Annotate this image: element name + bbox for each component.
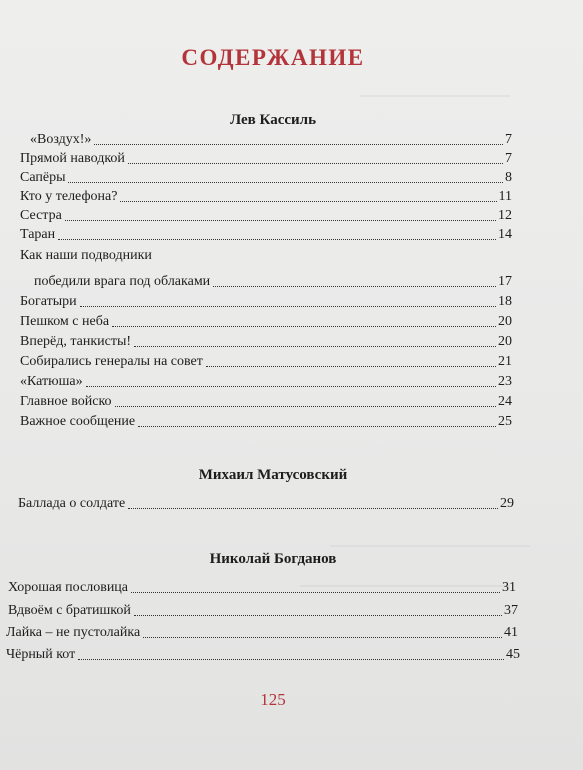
toc-entry[interactable]: [34, 270, 512, 290]
toc-entry[interactable]: [18, 492, 514, 512]
entry-page: 20: [498, 334, 512, 349]
toc-entry[interactable]: [20, 350, 512, 370]
entry-title[interactable]: Как наши подводники: [20, 248, 152, 263]
toc-entry[interactable]: [20, 310, 512, 330]
entry-page: 18: [498, 294, 512, 309]
entry-title: Главное войско: [20, 394, 112, 409]
page-number: 125: [260, 690, 286, 709]
entry-title: Собирались генералы на совет: [20, 354, 203, 369]
entry-page: 24: [498, 394, 512, 409]
page-title: СОДЕРЖАНИЕ: [181, 45, 365, 70]
toc-entry[interactable]: [20, 223, 512, 243]
entry-page: 14: [498, 227, 512, 242]
entry-title: Сапёры: [20, 170, 66, 185]
entry-page: 41: [504, 625, 518, 640]
toc-entry[interactable]: [20, 290, 512, 310]
entry-title: Таран: [20, 227, 56, 242]
author-heading: Лев Кассиль: [229, 112, 317, 128]
author-heading: Михаил Матусовский: [198, 467, 348, 483]
entry-title: Пешком с неба: [20, 314, 110, 329]
entry-title: Прямой наводкой: [20, 151, 125, 166]
toc-entry[interactable]: [20, 370, 512, 390]
entry-title: Вдвоём с братишкой: [8, 603, 131, 618]
entry-title: Баллада о солдате: [18, 496, 126, 511]
entry-title: Чёрный кот: [6, 647, 76, 662]
toc-entry[interactable]: [20, 166, 512, 186]
entry-page: 25: [498, 414, 512, 429]
entry-page: 7: [505, 132, 512, 147]
entry-page: 45: [506, 647, 520, 662]
toc-entry[interactable]: [20, 204, 512, 224]
toc-entry[interactable]: [20, 390, 512, 410]
entry-page: 21: [498, 354, 512, 369]
entry-page: 23: [498, 374, 512, 389]
toc-entry[interactable]: [20, 330, 512, 350]
toc-entry[interactable]: [20, 185, 512, 205]
entry-page: 7: [505, 151, 512, 166]
entry-page: 12: [498, 208, 512, 223]
entry-title: победили врага под облаками: [34, 274, 211, 289]
author-heading: Николай Богданов: [209, 551, 337, 567]
entry-title: «Воздух!»: [30, 132, 92, 147]
toc-entry[interactable]: [20, 147, 512, 167]
entry-page: 31: [502, 580, 516, 595]
entry-page: 11: [498, 189, 512, 204]
entry-page: 8: [505, 170, 512, 185]
toc-entry[interactable]: [30, 128, 512, 148]
entry-title: Кто у телефона?: [20, 189, 118, 204]
toc-entry[interactable]: [6, 621, 518, 641]
toc-entry[interactable]: [6, 643, 520, 663]
entry-page: 29: [500, 496, 514, 511]
entry-title: Хорошая пословица: [8, 580, 129, 595]
entry-title: Лайка – не пустолайка: [6, 625, 141, 640]
entry-page: 17: [498, 274, 512, 289]
entry-title: Важное сообщение: [20, 414, 136, 429]
entry-title: Вперёд, танкисты!: [20, 334, 132, 349]
entry-page: 20: [498, 314, 512, 329]
entry-title: «Катюша»: [20, 374, 83, 389]
toc-entry[interactable]: [20, 410, 512, 430]
toc-entry[interactable]: [8, 599, 518, 619]
entry-title: Богатыри: [20, 294, 77, 309]
toc-entry[interactable]: [8, 576, 516, 596]
entry-page: 37: [504, 603, 518, 618]
entry-title: Сестра: [20, 208, 62, 223]
